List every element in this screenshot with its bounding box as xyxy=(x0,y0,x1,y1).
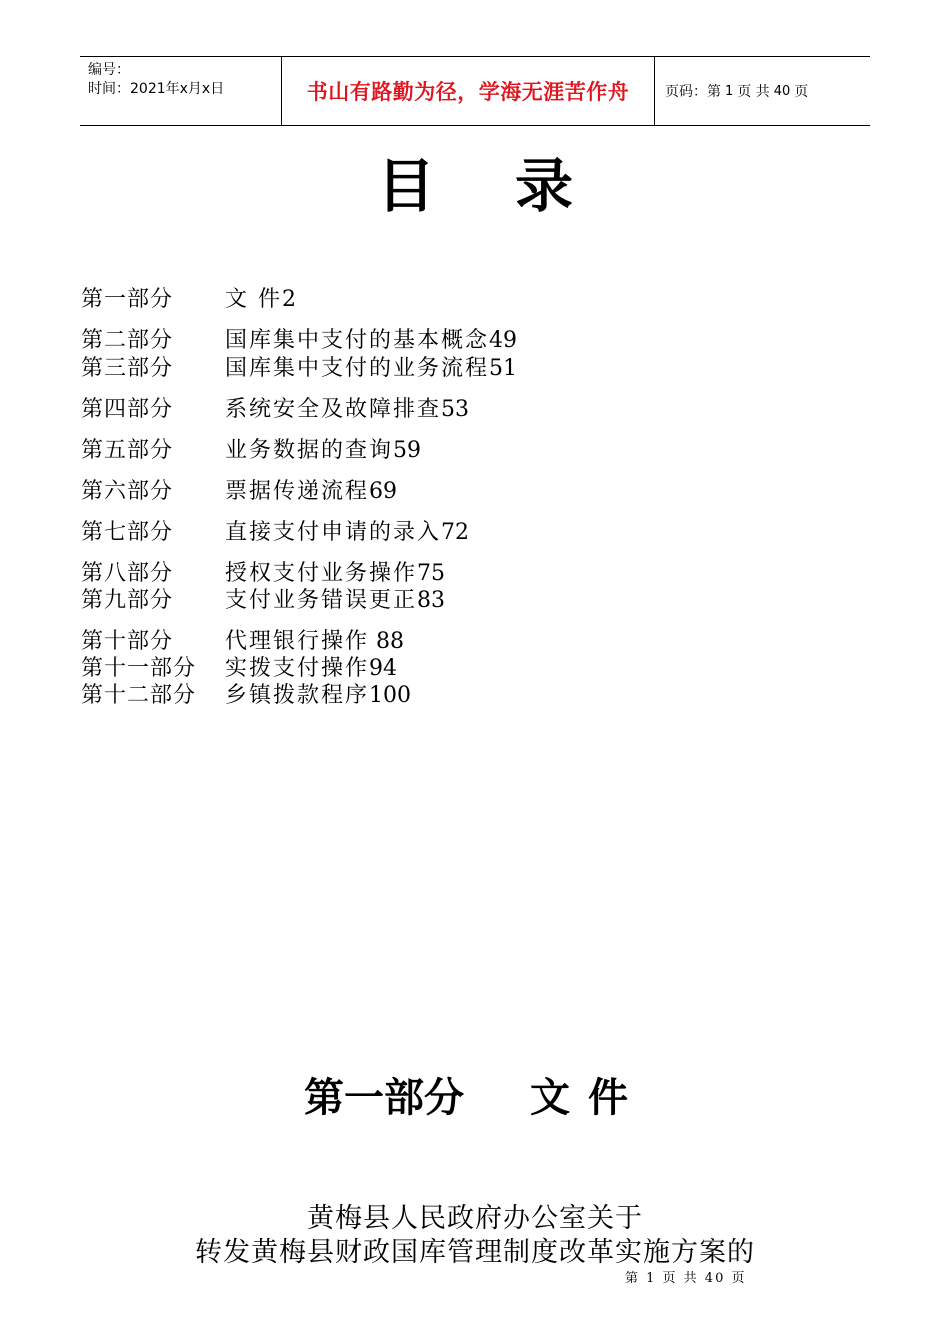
section-name: 文件 xyxy=(530,1074,646,1121)
toc-entry-name: 实拨支付操作 xyxy=(225,656,370,681)
header-meta xyxy=(80,57,281,125)
toc-entry-page: 53 xyxy=(441,397,470,422)
toc-entry[interactable] xyxy=(81,286,296,314)
toc-entry-part: 第十一部分 xyxy=(81,656,197,681)
toc-entry-name: 国库集中支付的基本概念 xyxy=(225,328,490,353)
toc-entry-page: 51 xyxy=(489,356,518,381)
page-footer: 第 1 页 共 40 页 xyxy=(625,1271,747,1286)
toc-entry-page: 88 xyxy=(369,629,405,654)
toc-entry[interactable] xyxy=(81,355,517,383)
toc-entry-name: 业务数据的查询 xyxy=(225,438,394,463)
toc-entry-part: 第七部分 xyxy=(81,520,174,545)
page-total: 40 xyxy=(773,83,791,99)
time-line xyxy=(88,80,281,99)
page-prefix: 页码：第 xyxy=(665,84,721,100)
toc-entry-part: 第三部分 xyxy=(81,356,174,381)
time-label: 时间： xyxy=(88,81,130,97)
toc-entry[interactable] xyxy=(81,628,404,656)
toc-entry-part: 第八部分 xyxy=(81,561,174,586)
section-part: 第一部分 xyxy=(304,1074,464,1121)
toc-entry-part: 第十二部分 xyxy=(81,683,197,708)
serial-label: 编号： xyxy=(88,62,130,78)
section-heading xyxy=(0,1070,950,1126)
toc-entry-page: 2 xyxy=(282,287,296,312)
toc-entry-part: 第十部分 xyxy=(81,629,174,654)
toc-entry-name: 票据传递流程 xyxy=(225,479,370,504)
toc-entry-name: 系统安全及故障排查 xyxy=(225,397,442,422)
header-motto: 书山有路勤为径，学海无涯苦作舟 xyxy=(281,57,655,125)
toc-entry[interactable] xyxy=(81,396,469,424)
toc-entry-part: 第四部分 xyxy=(81,397,174,422)
toc-entry-name: 文 件 xyxy=(225,287,282,312)
toc-entry-name: 授权支付业务操作 xyxy=(225,561,418,586)
toc-entry-page: 100 xyxy=(369,683,412,708)
toc-entry-name: 直接支付申请的录入 xyxy=(225,520,442,545)
toc-entry-page: 72 xyxy=(441,520,470,545)
toc-entry-page: 69 xyxy=(369,479,398,504)
page-number: 1 xyxy=(725,83,734,99)
toc-entry[interactable] xyxy=(81,478,397,506)
toc-entry-page: 59 xyxy=(393,438,422,463)
toc-entry-part: 第九部分 xyxy=(81,588,174,613)
toc-entry-page: 75 xyxy=(417,561,446,586)
toc-entry-name: 国库集中支付的业务流程 xyxy=(225,356,490,381)
page-mid: 页 共 xyxy=(737,84,770,100)
toc-entry[interactable] xyxy=(81,327,517,355)
header-page-info xyxy=(655,57,870,125)
toc-entry[interactable] xyxy=(81,682,411,710)
toc-entry-part: 第一部分 xyxy=(81,287,174,312)
page-suffix: 页 xyxy=(794,84,809,100)
toc-entry[interactable] xyxy=(81,560,445,588)
toc-entry[interactable] xyxy=(81,519,469,547)
toc-entry[interactable] xyxy=(81,587,445,615)
toc-entry-page: 83 xyxy=(417,588,446,613)
document-title-line2: 转发黄梅县财政国库管理制度改革实施方案的 xyxy=(195,1237,755,1268)
time-value: 2021年x月x日 xyxy=(130,81,225,97)
toc-entry[interactable] xyxy=(81,655,397,683)
toc-entry-page: 49 xyxy=(489,328,518,353)
toc-entry-part: 第五部分 xyxy=(81,438,174,463)
toc-title: 目录 xyxy=(376,152,653,220)
toc-entry-page: 94 xyxy=(369,656,398,681)
page-header xyxy=(80,56,870,126)
toc-entry-name: 支付业务错误更正 xyxy=(225,588,418,613)
document-title-line1: 黄梅县人民政府办公室关于 xyxy=(307,1203,643,1234)
toc-entry-part: 第六部分 xyxy=(81,479,174,504)
toc-entry-name: 乡镇拨款程序 xyxy=(225,683,370,708)
toc-entry[interactable] xyxy=(81,437,421,465)
toc-entry-name: 代理银行操作 xyxy=(225,629,370,654)
toc-entry-part: 第二部分 xyxy=(81,328,174,353)
